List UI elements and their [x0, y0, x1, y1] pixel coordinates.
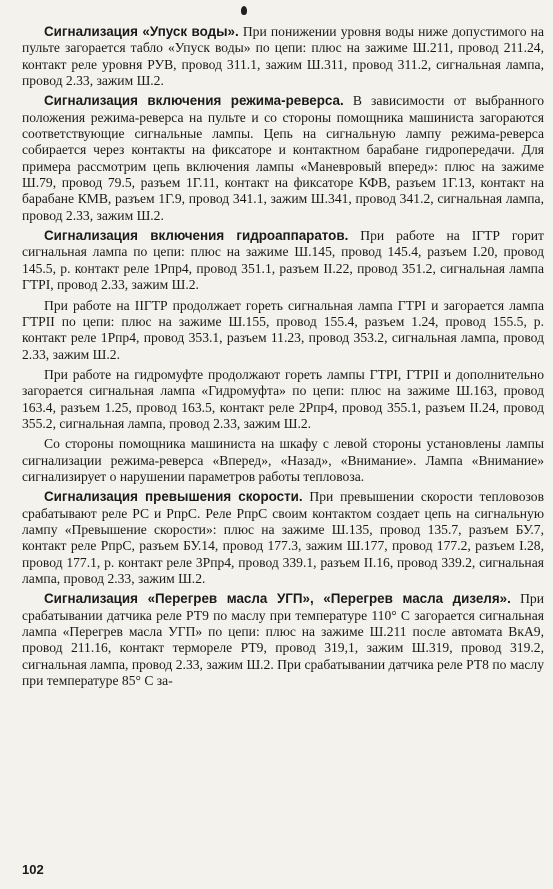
- heading-hydraulic: Сигнализация включения гидроаппаратов.: [44, 228, 349, 244]
- page-number: 102: [22, 862, 44, 877]
- paragraph-water-level: [22, 24, 544, 89]
- body-reverse-mode: В зависимости от выбранного положения режима-реверса на пульте и со стороны помощника машиниста загораются соответствующие сигнальные лампы. Цепь на сигнальную лампу режима-реверса собирается через контакты на фиксаторе и контактном барабане гидропередачи. Для примера рассмотрим цепь включения лампы «Маневровый вперед»: плюс на зажиме Ш.79, провод 79.5, разъем 1Г.11, контакт на фиксаторе КФВ, разъем 1Г.13, контакт на барабане КМВ, разъем 1Г.9, провод 341.1, зажим Ш.341, провод 341.2, сигнальная лампа, провод 2.33, зажим Ш.2.: [22, 93, 544, 223]
- body-water-level: При понижении уровня воды ниже допустимого на пульте загорается табло «Упуск воды» по цепи: плюс на зажиме Ш.211, провод 211.24, контакт реле уровня РУВ, провод 311.1, зажим Ш.311, провод 311.2, сигнальная лампа, провод 2.33, зажим Ш.2.: [22, 24, 544, 89]
- heading-reverse-mode: Сигнализация включения режима-реверса.: [44, 93, 344, 109]
- heading-water-level: Сигнализация «Упуск воды».: [44, 24, 239, 39]
- paragraph-assistant-lamps: [22, 436, 544, 485]
- paragraph-fluid-coupling: [22, 367, 544, 432]
- heading-oil-overheat: Сигнализация «Перегрев масла УГП», «Перегрев масла дизеля».: [44, 591, 511, 607]
- body-fluid-coupling: При работе на гидромуфте продолжают гореть лампы ГТРI, ГТРII и дополнительно загорается сигнальная лампа «Гидромуфта» по цепи: плюс на зажиме Ш.163, провод 163.4, разъем 1.25, провод 163.5, контакт реле 2Рпр4, провод 355.1, разъем II.24, провод 355.2, сигнальная лампа, провод 2.33, зажим Ш.2.: [22, 366, 544, 431]
- body-hydraulic: При работе на IГТР горит сигнальная лампа по цепи: плюс на зажиме Ш.145, провод 145.4, разъем I.20, провод 145.5, р. контакт реле 1Рпр4, провод 351.1, разъем II.22, провод 351.2, сигнальная лампа ГТРI, провод 2.33, зажим Ш.2.: [22, 228, 544, 293]
- paragraph-reverse-mode: [22, 93, 544, 224]
- print-mark: [241, 6, 247, 15]
- paragraph-oil-overheat: [22, 591, 544, 689]
- paragraph-overspeed: [22, 489, 544, 587]
- body-text: [22, 24, 544, 693]
- body-overspeed: При превышении скорости тепловозов срабатывают реле РС и РпрС. Реле РпрС своим контактом создает цепь на сигнальную лампу «Превышение скорости»: плюс на зажиме Ш.135, провод 135.7, разъем БУ.7, контакт реле РпрС, разъем БУ.14, провод 177.3, зажим Ш.177, провод 177.2, разъем I.28, провод 177.1, р. контакт реле 3Рпр4, провод 339.1, разъем II.16, провод 339.2, сигнальная лампа, провод 2.33, зажим Ш.2.: [22, 489, 544, 586]
- body-gtr-two: При работе на IIГТР продолжает гореть сигнальная лампа ГТРI и загорается лампа ГТРII по цепи: плюс на зажиме Ш.155, провод 155.4, разъем 1.24, провод 155.5, р. контакт реле 1Рпр4, провод 353.1, разъем 11.23, провод 353.2, сигнальная лампа, провод 2.33, зажим Ш.2.: [22, 297, 544, 362]
- paragraph-hydraulic: [22, 228, 544, 293]
- paragraph-gtr-two: [22, 298, 544, 363]
- heading-overspeed: Сигнализация превышения скорости.: [44, 489, 303, 505]
- body-assistant-lamps: Со стороны помощника машиниста на шкафу с левой стороны установлены лампы сигнализации режима-реверса «Вперед», «Назад», «Внимание». Лампа «Внимание» сигнализирует о нарушении параметров работы тепловоза.: [22, 436, 544, 484]
- body-oil-overheat: При срабатывании датчика реле РТ9 по маслу при температуре 110° С загорается сигнальная лампа «Перегрев масла УГП» по цепи: плюс на зажиме Ш.211 после автомата ВкА9, провод 211.16, контакт термореле РТ9, провод 319,1, зажим Ш.319, провод 319.2, сигнальная лампа, провод 2.33, зажим Ш.2. При срабатывании датчика реле РТ8 по маслу при температуре 85° С за-: [22, 591, 544, 689]
